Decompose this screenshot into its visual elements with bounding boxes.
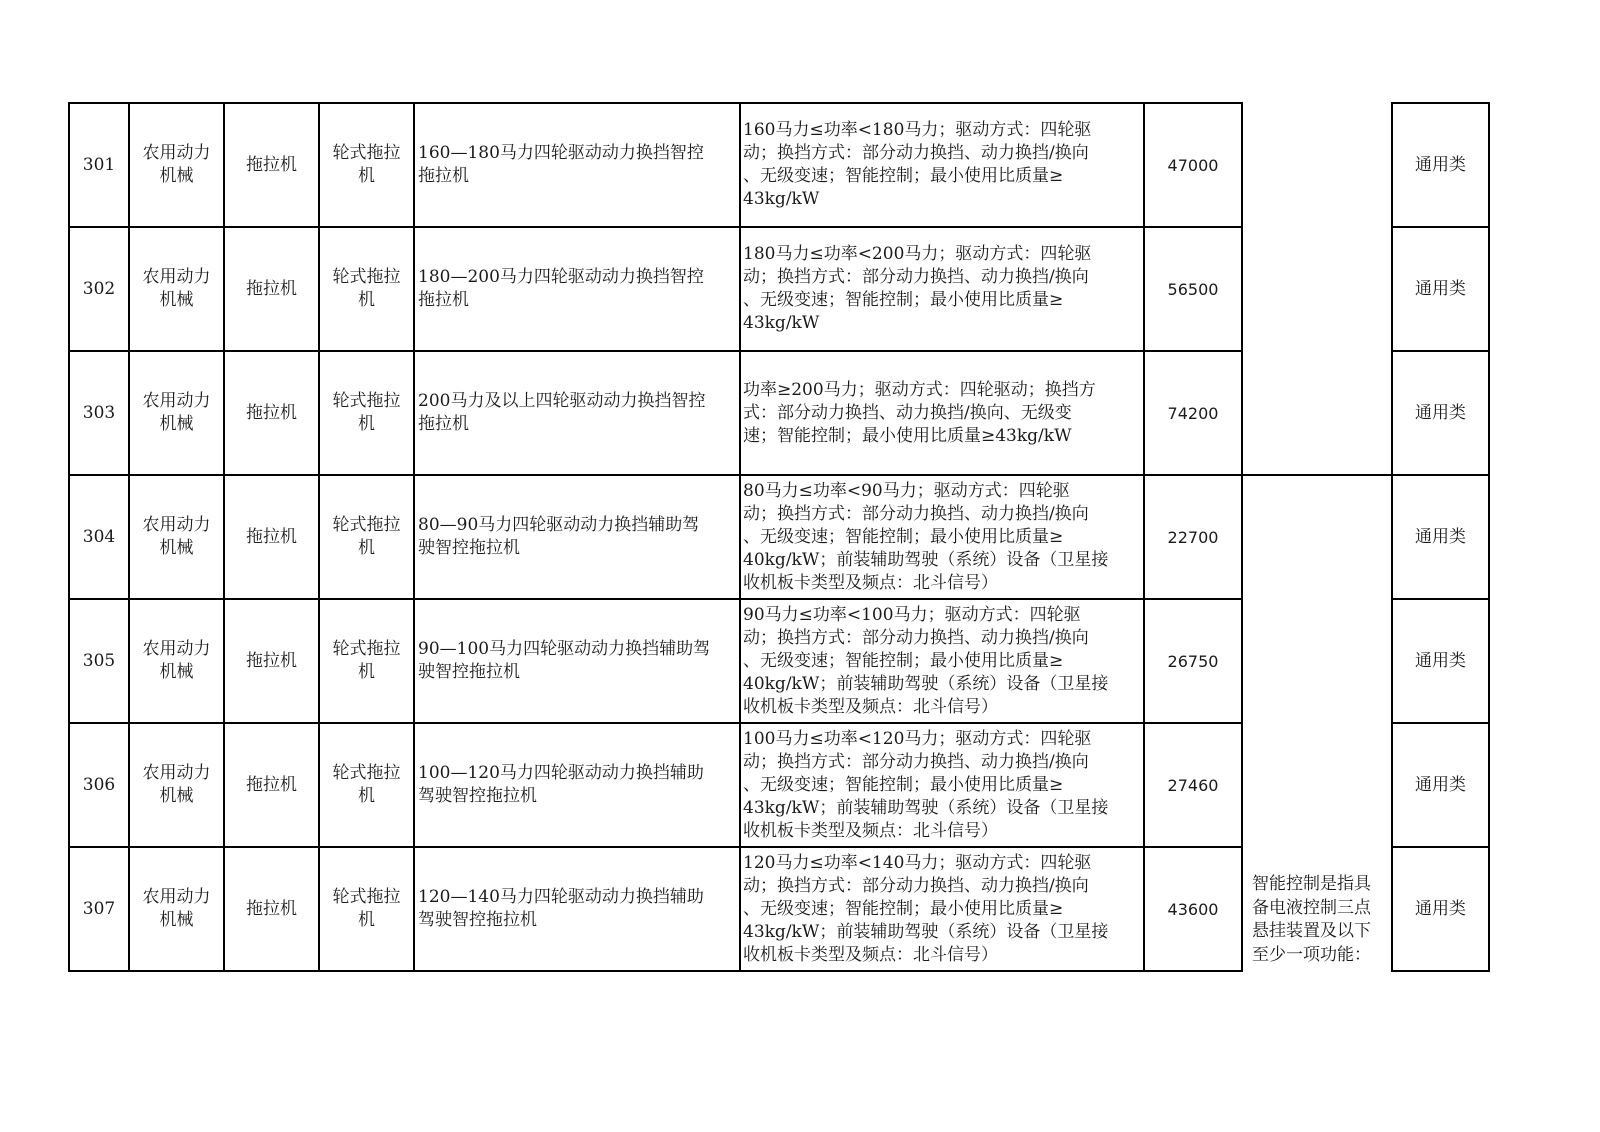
- product-name: 90—100马力四轮驱动动力换挡辅助驾 驶智控拖拉机: [418, 639, 711, 682]
- item-cell: 轮式拖拉 机: [332, 391, 401, 434]
- price-value: 27460: [1167, 775, 1219, 795]
- price-value: 26750: [1167, 651, 1219, 671]
- type-cell: 通用类: [1415, 402, 1466, 423]
- category-cell: 农用动力 机械: [142, 515, 211, 558]
- price-value: 43600: [1167, 899, 1219, 919]
- product-name: 200马力及以上四轮驱动动力换挡智控 拖拉机: [418, 391, 706, 434]
- item-cell: 轮式拖拉 机: [332, 515, 401, 558]
- spec-text: 160马力≤功率<180马力；驱动方式：四轮驱 动；换挡方式：部分动力换挡、动力换挡/换向 、无级变速；智能控制；最小使用比质量≥ 43kg/kW: [743, 120, 1092, 209]
- row-id: 302: [82, 278, 116, 299]
- grid-line: [1241, 474, 1393, 476]
- grid-line: [739, 102, 741, 972]
- grid-line: [1391, 970, 1490, 972]
- row-id: 301: [82, 154, 116, 175]
- category-cell: 农用动力 机械: [142, 887, 211, 930]
- price-value: 74200: [1167, 403, 1219, 423]
- spec-text: 80马力≤功率<90马力；驱动方式：四轮驱 动；换挡方式：部分动力换挡、动力换挡/换向 、无级变速；智能控制；最小使用比质量≥ 40kg/kW；前装辅助驾驶（系统）设备（卫星接 收机板卡类型及频点：北斗信号）: [743, 480, 1109, 593]
- category-cell: 农用动力 机械: [142, 763, 211, 806]
- item-cell: 轮式拖拉 机: [332, 887, 401, 930]
- item-cell: 轮式拖拉 机: [332, 267, 401, 310]
- subcategory-cell: 拖拉机: [246, 898, 297, 919]
- item-cell: 轮式拖拉 机: [332, 143, 401, 186]
- type-cell: 通用类: [1415, 154, 1466, 175]
- spec-text: 180马力≤功率<200马力；驱动方式：四轮驱 动；换挡方式：部分动力换挡、动力换挡/换向 、无级变速；智能控制；最小使用比质量≥ 43kg/kW: [743, 244, 1092, 333]
- subcategory-cell: 拖拉机: [246, 526, 297, 547]
- category-cell: 农用动力 机械: [142, 391, 211, 434]
- category-cell: 农用动力 机械: [142, 639, 211, 682]
- product-name: 160—180马力四轮驱动动力换挡智控 拖拉机: [418, 143, 704, 186]
- price-value: 22700: [1167, 527, 1219, 547]
- spec-text: 120马力≤功率<140马力；驱动方式：四轮驱 动；换挡方式：部分动力换挡、动力换挡/换向 、无级变速；智能控制；最小使用比质量≥ 43kg/kW；前装辅助驾驶（系统）设备（卫星接 收机板卡类型及频点：北斗信号）: [743, 852, 1109, 965]
- item-cell: 轮式拖拉 机: [332, 639, 401, 682]
- product-name: 120—140马力四轮驱动动力换挡辅助 驾驶智控拖拉机: [418, 887, 704, 930]
- category-cell: 农用动力 机械: [142, 267, 211, 310]
- subcategory-cell: 拖拉机: [246, 154, 297, 175]
- price-value: 47000: [1167, 155, 1219, 175]
- grid-line: [68, 970, 1243, 972]
- row-id: 307: [82, 898, 116, 919]
- product-name: 80—90马力四轮驱动动力换挡辅助驾 驶智控拖拉机: [418, 515, 700, 558]
- type-cell: 通用类: [1415, 898, 1466, 919]
- spec-text: 100马力≤功率<120马力；驱动方式：四轮驱 动；换挡方式：部分动力换挡、动力换挡/换向 、无级变速；智能控制；最小使用比质量≥ 43kg/kW；前装辅助驾驶（系统）设备（卫星接 收机板卡类型及频点：北斗信号）: [743, 728, 1109, 841]
- category-cell: 农用动力 机械: [142, 143, 211, 186]
- row-id: 305: [82, 650, 116, 671]
- type-cell: 通用类: [1415, 650, 1466, 671]
- subcategory-cell: 拖拉机: [246, 402, 297, 423]
- item-cell: 轮式拖拉 机: [332, 763, 401, 806]
- spec-text: 90马力≤功率<100马力；驱动方式：四轮驱 动；换挡方式：部分动力换挡、动力换挡/换向 、无级变速；智能控制；最小使用比质量≥ 40kg/kW；前装辅助驾驶（系统）设备（卫星接 收机板卡类型及频点：北斗信号）: [743, 604, 1109, 717]
- type-cell: 通用类: [1415, 526, 1466, 547]
- grid-line: [413, 102, 415, 972]
- row-id: 304: [82, 526, 116, 547]
- note-text: 智能控制是指具 备电液控制三点 悬挂装置及以下 至少一项功能：: [1252, 874, 1371, 965]
- subcategory-cell: 拖拉机: [246, 650, 297, 671]
- grid-line: [1488, 102, 1490, 972]
- product-name: 100—120马力四轮驱动动力换挡辅助 驾驶智控拖拉机: [418, 763, 704, 806]
- product-name: 180—200马力四轮驱动动力换挡智控 拖拉机: [418, 267, 704, 310]
- row-id: 306: [82, 774, 116, 795]
- subcategory-cell: 拖拉机: [246, 278, 297, 299]
- type-cell: 通用类: [1415, 278, 1466, 299]
- row-id: 303: [82, 402, 116, 423]
- grid-line: [1241, 102, 1243, 972]
- subcategory-cell: 拖拉机: [246, 774, 297, 795]
- spec-text: 功率≥200马力；驱动方式：四轮驱动；换挡方 式：部分动力换挡、动力换挡/换向、无级变 速；智能控制；最小使用比质量≥43kg/kW: [743, 379, 1096, 446]
- type-cell: 通用类: [1415, 774, 1466, 795]
- price-value: 56500: [1167, 279, 1219, 299]
